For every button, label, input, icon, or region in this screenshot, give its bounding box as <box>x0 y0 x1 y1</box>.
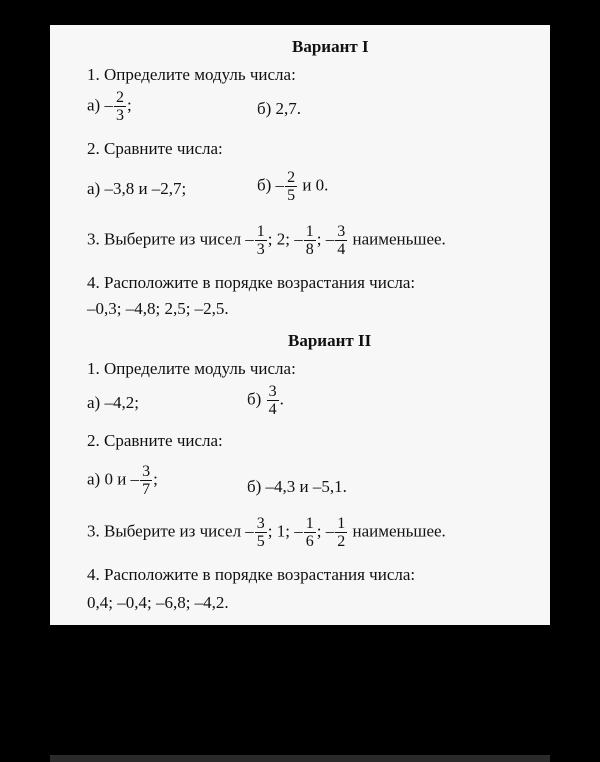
v1-q4-text: 4. Расположите в порядке возрастания числа: <box>87 273 416 292</box>
v1-q3-fraction-1 <box>255 223 267 258</box>
numerator: 2 <box>115 89 124 106</box>
v2-q3-fraction-1 <box>255 515 267 550</box>
denominator: 4 <box>268 401 277 418</box>
v1-q1-b: б) 2,7. <box>257 99 302 118</box>
v2-q3-tail: наименьшее. <box>352 521 446 541</box>
denominator: 6 <box>305 533 314 550</box>
denominator: 4 <box>337 241 346 258</box>
v1-q3 <box>87 223 446 258</box>
numerator: 3 <box>142 463 151 480</box>
v2-q3-fraction-3 <box>335 515 347 550</box>
numerator: 1 <box>305 515 314 532</box>
v1-q2-text: 2. Сравните числа: <box>87 139 223 158</box>
v2-q1-text: 1. Определите модуль числа: <box>87 359 296 378</box>
v1-q3-lead: 3. Выберите из чисел – <box>87 229 254 249</box>
numerator: 1 <box>256 223 265 240</box>
v1-q2-b-label: б) – <box>257 175 285 195</box>
v2-q1-a: а) –4,2; <box>87 393 139 412</box>
v2-q3-lead: 3. Выберите из чисел – <box>87 521 254 541</box>
v2-q3-mid-1: ; 1; – <box>267 521 303 541</box>
v2-q2-a-tail: ; <box>153 469 158 489</box>
v1-q3-fraction-3 <box>335 223 347 258</box>
v1-q2-b-fraction <box>285 169 297 204</box>
v2-q2-a-fraction <box>140 463 152 498</box>
denominator: 5 <box>256 533 265 550</box>
v1-q2-b-tail: и 0. <box>302 175 329 195</box>
variant-2-title: Вариант II <box>288 331 372 350</box>
worksheet-page <box>50 25 550 625</box>
v2-q4-numbers: 0,4; –0,4; –6,8; –4,2. <box>87 593 229 612</box>
denominator: 8 <box>305 241 314 258</box>
v2-q1-b-fraction <box>267 383 279 418</box>
v1-q3-mid-1: ; 2; – <box>267 229 303 249</box>
denominator: 5 <box>287 187 296 204</box>
v1-q1-text: 1. Определите модуль числа: <box>87 65 296 84</box>
numerator: 3 <box>337 223 346 240</box>
numerator: 1 <box>337 515 346 532</box>
v2-q1-b-label: б) <box>247 389 262 409</box>
v1-q4-numbers: –0,3; –4,8; 2,5; –2,5. <box>87 299 229 318</box>
v2-q2-text: 2. Сравните числа: <box>87 431 223 450</box>
v2-q2-b: б) –4,3 и –5,1. <box>247 477 347 496</box>
v1-q3-mid-2: ; – <box>316 229 335 249</box>
v1-q1-a-fraction <box>114 89 126 124</box>
v2-q2-a <box>87 463 158 498</box>
v2-q4-text: 4. Расположите в порядке возрастания числа: <box>87 565 416 584</box>
v2-q3-fraction-2 <box>304 515 316 550</box>
v1-q2-a: а) –3,8 и –2,7; <box>87 179 187 198</box>
denominator: 3 <box>256 241 265 258</box>
v1-q1-a <box>87 89 132 124</box>
v1-q1-a-label: а) – <box>87 95 113 115</box>
denominator: 2 <box>337 533 346 550</box>
denominator: 3 <box>115 107 124 124</box>
bottom-bar <box>50 755 550 762</box>
v2-q1-b-tail: . <box>279 389 284 409</box>
v2-q3-mid-2: ; – <box>316 521 335 541</box>
v1-q3-tail: наименьшее. <box>352 229 446 249</box>
v2-q2-a-label: а) 0 и – <box>87 469 140 489</box>
v1-q3-fraction-2 <box>304 223 316 258</box>
denominator: 7 <box>142 481 151 498</box>
v1-q1-a-tail: ; <box>126 95 132 115</box>
numerator: 1 <box>305 223 314 240</box>
v2-q1-b <box>247 383 284 418</box>
numerator: 3 <box>256 515 265 532</box>
variant-1-title: Вариант I <box>292 37 369 56</box>
cropped-text-fragment <box>98 619 138 625</box>
numerator: 2 <box>287 169 296 186</box>
v1-q2-b <box>257 169 328 204</box>
numerator: 3 <box>268 383 277 400</box>
v2-q3 <box>87 515 446 550</box>
